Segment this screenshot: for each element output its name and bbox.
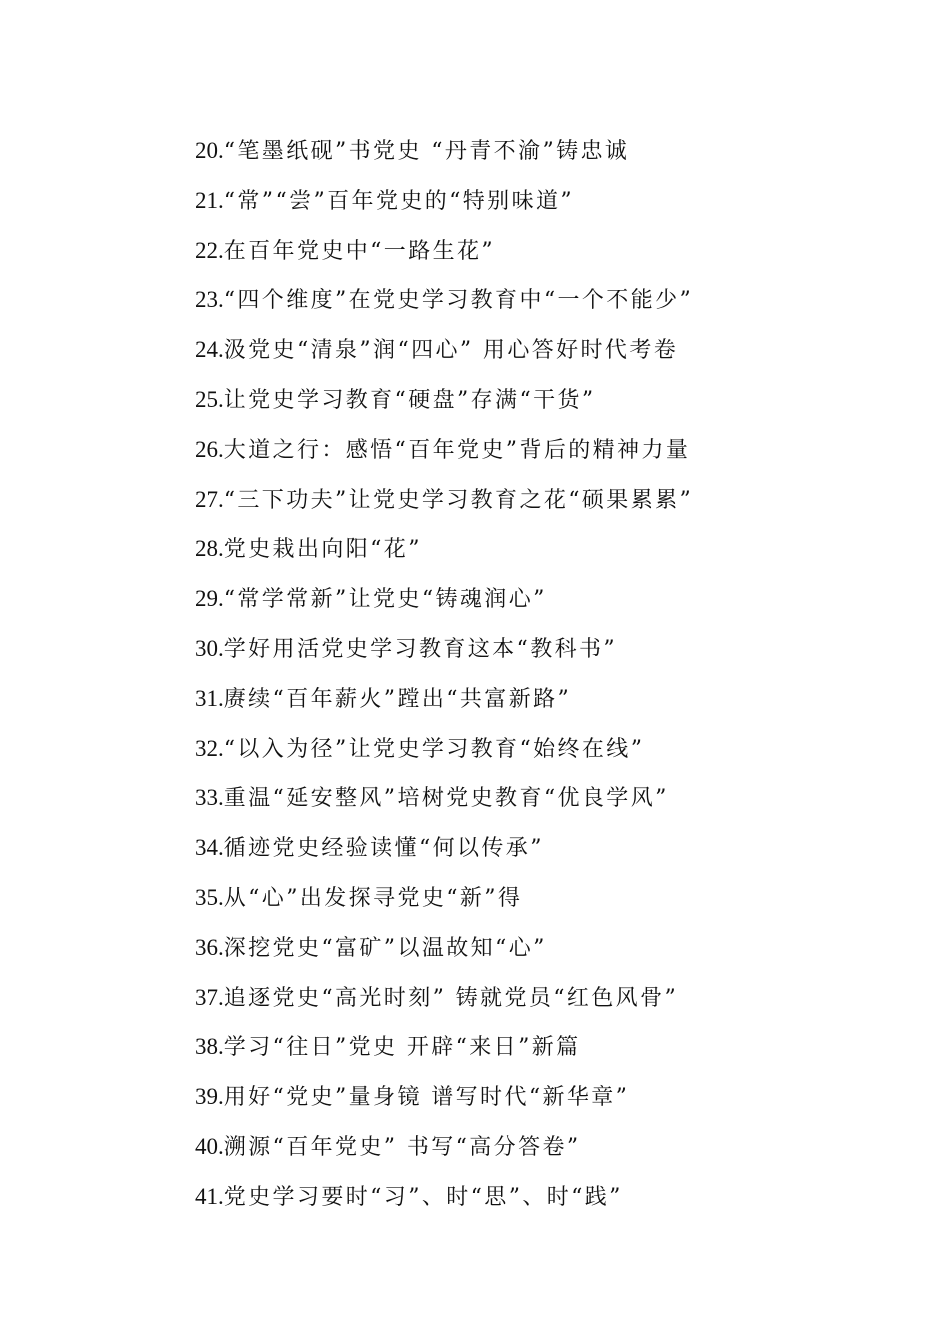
- list-item: [195, 529, 875, 579]
- item-text: “常”“尝”百年党史的“特别味道”: [223, 188, 575, 214]
- item-text: 从“心”出发探寻党史“新”得: [223, 885, 523, 911]
- item-text: “四个维度”在党史学习教育中“一个不能少”: [223, 288, 694, 314]
- item-text: 汲党史“清泉”润“四心” 用心答好时代考卷: [223, 338, 679, 364]
- item-text: 让党史学习教育“硬盘”存满“干货”: [223, 387, 596, 413]
- list-item: [195, 430, 875, 480]
- item-text: 追逐党史“高光时刻” 铸就党员“红色风骨”: [223, 985, 679, 1011]
- item-number: 23.: [195, 287, 224, 313]
- item-number: 22.: [195, 237, 224, 263]
- item-number: 25.: [195, 386, 224, 412]
- item-text: 学习“往日”党史 开辟“来日”新篇: [223, 1035, 581, 1061]
- item-text: 赓续“百年薪火”蹚出“共富新路”: [223, 686, 572, 712]
- list-item: [195, 579, 875, 629]
- item-number: 32.: [195, 735, 224, 761]
- item-number: 41.: [195, 1183, 224, 1209]
- list-item: [195, 828, 875, 878]
- list-item: [195, 1127, 875, 1177]
- list-item: [195, 330, 875, 380]
- title-list: [195, 131, 875, 1227]
- list-item: [195, 679, 875, 729]
- list-item: [195, 181, 875, 231]
- item-number: 39.: [195, 1084, 224, 1110]
- list-item: [195, 1027, 875, 1077]
- item-text: “三下功夫”让党史学习教育之花“硕果累累”: [223, 487, 694, 513]
- list-item: [195, 778, 875, 828]
- list-item: [195, 480, 875, 530]
- list-item: [195, 131, 875, 181]
- list-item: [195, 928, 875, 978]
- item-text: “常学常新”让党史“铸魂润心”: [223, 587, 547, 613]
- list-item: [195, 878, 875, 928]
- item-text: 党史学习要时“习”、时“思”、时“践”: [223, 1184, 623, 1210]
- item-number: 21.: [195, 187, 224, 213]
- item-number: 24.: [195, 337, 224, 363]
- item-text: 党史栽出向阳“花”: [223, 537, 422, 563]
- item-number: 36.: [195, 934, 224, 960]
- item-text: 用好“党史”量身镜 谱写时代“新华章”: [223, 1085, 630, 1111]
- item-text: 学好用活党史学习教育这本“教科书”: [223, 636, 618, 662]
- item-number: 26.: [195, 436, 224, 462]
- item-number: 31.: [195, 685, 224, 711]
- item-text: 溯源“百年党史” 书写“高分答卷”: [223, 1134, 581, 1160]
- item-number: 34.: [195, 835, 224, 861]
- item-number: 20.: [195, 138, 224, 163]
- item-number: 27.: [195, 486, 224, 512]
- item-text: “笔墨纸砚”书党史 “丹青不渝”铸忠诚: [223, 139, 630, 164]
- item-text: “以入为径”让党史学习教育“始终在线”: [223, 736, 645, 762]
- item-number: 28.: [195, 536, 224, 562]
- list-item: [195, 729, 875, 779]
- item-number: 37.: [195, 984, 224, 1010]
- item-number: 40.: [195, 1133, 224, 1159]
- list-item: [195, 380, 875, 430]
- item-text: 循迹党史经验读懂“何以传承”: [223, 836, 544, 862]
- list-item: [195, 1177, 875, 1227]
- item-text: 深挖党史“富矿”以温故知“心”: [223, 935, 547, 961]
- item-number: 33.: [195, 785, 224, 811]
- list-item: [195, 978, 875, 1028]
- item-number: 35.: [195, 884, 224, 910]
- item-text: 在百年党史中“一路生花”: [223, 238, 496, 264]
- list-item: [195, 280, 875, 330]
- item-text: 重温“延安整风”培树党史教育“优良学风”: [223, 786, 669, 812]
- list-item: [195, 1077, 875, 1127]
- item-number: 30.: [195, 635, 224, 661]
- list-item: [195, 629, 875, 679]
- item-number: 29.: [195, 586, 224, 612]
- item-text: 大道之行：感悟“百年党史”背后的精神力量: [223, 437, 691, 463]
- list-item: [195, 231, 875, 281]
- item-number: 38.: [195, 1034, 224, 1060]
